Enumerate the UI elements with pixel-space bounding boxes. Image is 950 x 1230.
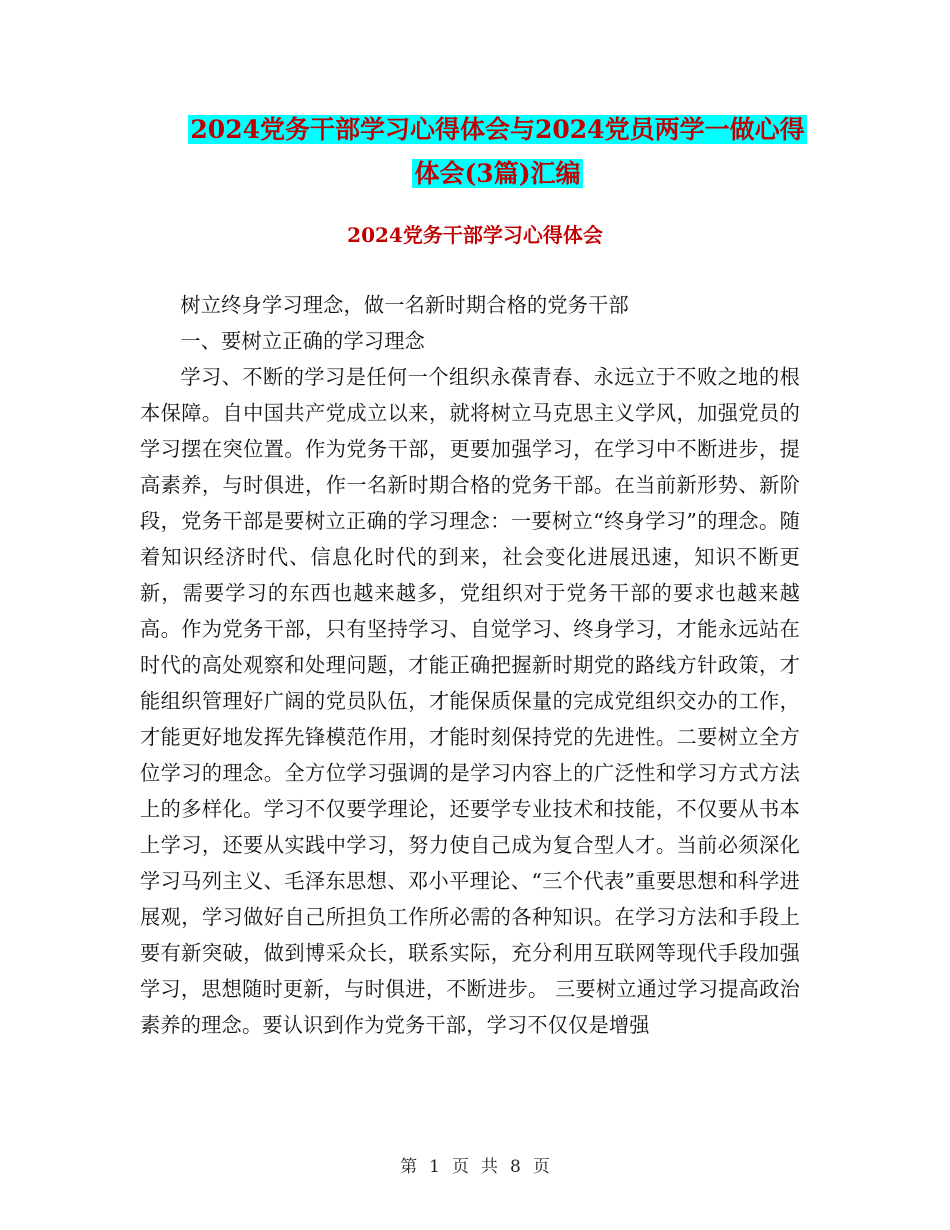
document-title-line-2: 体会(3篇)汇编: [414, 159, 581, 188]
paragraph-body: 学习、不断的学习是任何一个组织永葆青春、永远立于不败之地的根本保障。自中国共产党成立以来，就将树立马克思主义学风，加强党员的学习摆在突位置。作为党务干部，更要加强学习，在学习中不断进步，提高素养，与时俱进，作一名新时期合格的党务干部。在当前新形势、新阶段，党务干部是要树立正确的学习理念：一要树立“终身学习”的理念。随着知识经济时代、信息化时代的到来，社会变化进展迅速，知识不断更新，需要学习的东西也越来越多，党组织对于党务干部的要求也越来越高。作为党务干部，只有坚持学习、自觉学习、终身学习，才能永远站在时代的高处观察和处理问题，才能正确把握新时期党的路线方针政策，才能组织管理好广阔的党员队伍，才能保质保量的完成党组织交办的工作，才能更好地发挥先锋模范作用，才能时刻保持党的先进性。二要树立全方位学习的理念。全方位学习强调的是学习内容上的广泛性和学习方式方法上的多样化。学习不仅要学理论，还要学专业技术和技能，不仅要从书本上学习，还要从实践中学习，努力使自己成为复合型人才。当前必须深化学习马列主义、毛泽东思想、邓小平理论、“三个代表”重要思想和科学进展观，学习做好自己所担负工作所必需的各种知识。在学习方法和手段上要有新突破，做到博采众长，联系实际，充分利用互联网等现代手段加强学习，思想随时更新，与时俱进，不断进步。 三要树立通过学习提高政治素养的理念。要认识到作为党务干部，学习不仅仅是增强: [140, 365, 800, 1037]
page-footer: [0, 1152, 950, 1177]
section-title: 2024党务干部学习心得体会: [347, 223, 603, 247]
footer-prefix: 第: [400, 1157, 418, 1177]
footer-total-unit: 页: [532, 1157, 550, 1177]
paragraph-heading: 一、要树立正确的学习理念: [180, 329, 426, 353]
footer-total-pages: 8: [510, 1157, 521, 1177]
footer-total-prefix: 共: [481, 1157, 498, 1177]
paragraph-subtitle: 树立终身学习理念，做一名新时期合格的党务干部: [180, 293, 629, 317]
body-text: [140, 287, 800, 1043]
footer-page-unit: 页: [452, 1157, 469, 1177]
document-title-line-1: 2024党务干部学习心得体会与2024党员两学一做心得: [190, 115, 805, 144]
footer-page-number: 1: [429, 1157, 440, 1177]
document-title: [120, 108, 875, 196]
